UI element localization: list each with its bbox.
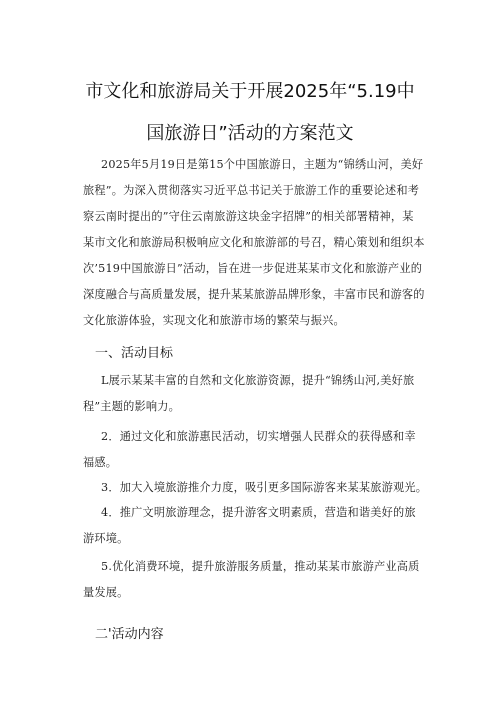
goal-line: 3．加大入境旅游推介力度，吸引更多国际游客来某某旅游观光。 xyxy=(101,481,428,494)
document-title-line-2: 国旅游日”活动的方案范文 xyxy=(146,123,354,144)
section-heading-goals: 一、活动目标 xyxy=(95,346,174,361)
intro-line: 某市文化和旅游局积极响应文化和旅游部的号召，精心策划和组织本 xyxy=(83,236,425,249)
goal-line: 量发展。 xyxy=(83,586,129,599)
intro-line: 旅程”。为深入贯彻落实习近平总书记关于旅游工作的重要论述和考 xyxy=(83,184,420,197)
goal-item-5 xyxy=(83,554,433,606)
section-heading-content: 二'活动内容 xyxy=(95,627,164,642)
goal-item-3 xyxy=(83,475,433,501)
intro-line: 深度融合与高质量发展，提升某某旅游品牌形象，丰富市民和游客的 xyxy=(83,288,425,301)
intro-paragraph xyxy=(83,152,433,334)
intro-line: 察云南时提出的”守住云南旅游这块金字招牌”的相关部署精神，某 xyxy=(83,210,414,223)
intro-line: 2025年5月19日是第15个中国旅游日，主题为“锦绣山河，美好 xyxy=(101,158,424,171)
goal-item-2 xyxy=(83,424,433,476)
intro-line: 次’519中国旅游日”活动，旨在进一步促进某某市文化和旅游产业的 xyxy=(83,262,423,275)
intro-line: 文化旅游体验，实现文化和旅游市场的繁荣与振兴。 xyxy=(83,314,345,327)
document-title-line-1: 市文化和旅游局关于开展2025年“5.19中 xyxy=(85,81,415,102)
goal-line: 2．通过文化和旅游惠民活动，切实增强人民群众的获得感和幸 xyxy=(101,430,416,443)
goal-item-1 xyxy=(83,368,433,420)
goal-line: 4．推广文明旅游理念，提升游客文明素质，营造和谐美好的旅 xyxy=(101,506,416,519)
goal-line: 游环境。 xyxy=(83,532,129,545)
goal-item-4 xyxy=(83,500,433,552)
goal-line: 5.优化消费环境，提升旅游服务质量，推动某某市旅游产业高质 xyxy=(101,560,420,573)
goal-line: 福感。 xyxy=(83,456,118,469)
goal-line: L展示某某丰富的自然和文化旅游资源，提升“锦绣山河,美好旅 xyxy=(101,374,415,387)
goal-line: 程”主题的影响力。 xyxy=(83,400,181,413)
